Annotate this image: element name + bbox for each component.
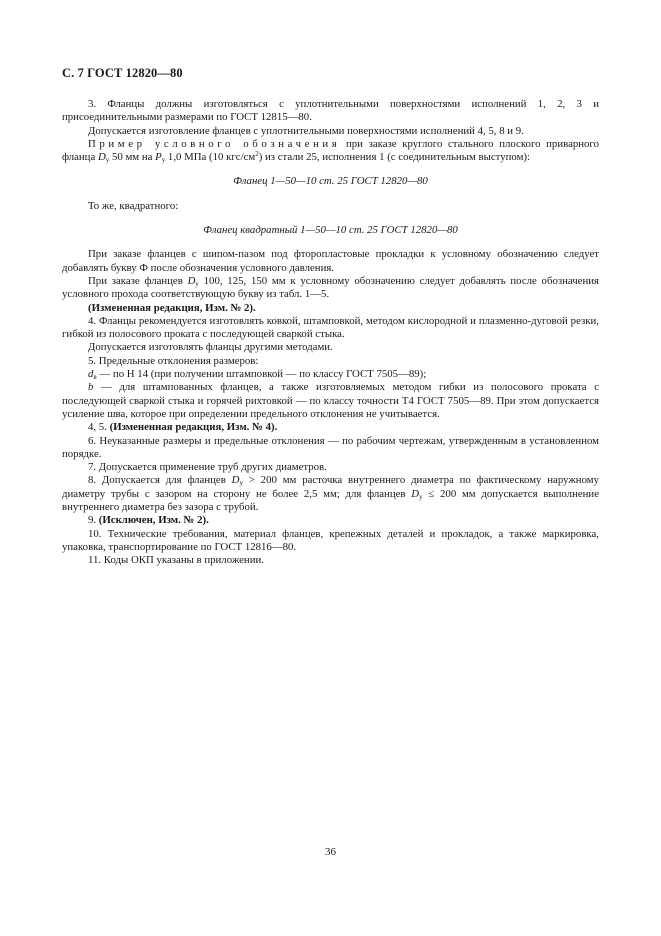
page-header: С. 7 ГОСТ 12820—80 — [62, 66, 183, 80]
tongue-groove-note: При заказе фланцев с шипом-пазом под фторопластовые прокладки к условному обозначению следует добавлять букву Ф после обозначения условного давления. — [62, 248, 599, 274]
square-note: То же, квадратного: — [88, 199, 179, 212]
designation-formula-square: Фланец квадратный 1—50—10 ст. 25 ГОСТ 12820—80 — [203, 224, 458, 237]
clause-10: 10. Технические требования, материал фланцев, крепежных деталей и прокладок, а также маркировка, упаковка, транспортирование по ГОСТ 12816—80. — [62, 527, 599, 553]
clause-3: 3. Фланцы должны изготовляться с уплотнительными поверхностями исполнений 1, 2, 3 и присоединительными размерами по ГОСТ 12815—80. — [62, 98, 599, 124]
clause-9: 9. (Исключен, Изм. № 2). — [88, 514, 209, 527]
clause-5: 5. Предельные отклонения размеров: — [88, 354, 259, 367]
revision-note-4: 4, 5. (Измененная редакция, Изм. № 4). — [88, 421, 278, 434]
designation-example: Пример условного обозначения при заказе круглого стального плоского приварного фланца $D_у$ 50 мм на $P_у$ 1,0 МПа (10 кгс/$см^2$) из стали 25, исполнения 1 (с соединительным выступом): — [62, 137, 599, 165]
tolerance-b: b — для штампованных фланцев, а также изготовляемых методом гибки из полосового проката с последующей сваркой стыка и горячей рихтовкой — по классу точности Т4 ГОСТ 7505—89. При этом допускается усиление шва, которое при определении предельного отклонения не учитывается. — [62, 381, 599, 420]
clause-4: 4. Фланцы рекомендуется изготовлять ковкой, штамповкой, методом кислородной и плазменно-дуговой резки, гибкой из полосового проката с последующей сваркой стыка. — [62, 314, 599, 341]
clause-6: 6. Неуказанные размеры и предельные отклонения — по рабочим чертежам, утвержденным в установленном порядке. — [62, 434, 599, 460]
tolerance-dv: $d_в$ — по Н 14 (при получении штамповкой — по классу ГОСТ 7505—89); — [88, 368, 427, 382]
revision-note-2: (Измененная редакция, Изм. № 2). — [88, 301, 256, 314]
clause-7: 7. Допускается применение труб других диаметров. — [88, 461, 327, 474]
nominal-bore-note: При заказе фланцев $D_у$ 100, 125, 150 мм к условному обозначению следует добавлять после обозначения условного прохода соответствующую букву из табл. 1—5. — [62, 274, 599, 301]
clause-3-allowance: Допускается изготовление фланцев с уплотнительными поверхностями исполнений 4, 5, 8 и 9. — [88, 124, 524, 137]
document-body — [62, 98, 599, 568]
example-spaced-heading: Пример условного обозначения — [88, 137, 341, 150]
designation-formula-round: Фланец 1—50—10 ст. 25 ГОСТ 12820—80 — [233, 175, 428, 188]
clause-11: 11. Коды ОКП указаны в приложении. — [88, 554, 264, 567]
clause-4-allowance: Допускается изготовлять фланцы другими методами. — [88, 341, 333, 354]
page-number: 36 — [325, 846, 336, 858]
clause-8: 8. Допускается для фланцев $D_у > 200$ мм расточка внутреннего диаметра по фактическому наружному диаметру трубы с зазором на сторону не более 2,5 мм; для фланцев $D_у \le 200$ мм допускается выполнение внутреннего диаметра без зазора с трубой. — [62, 474, 599, 514]
